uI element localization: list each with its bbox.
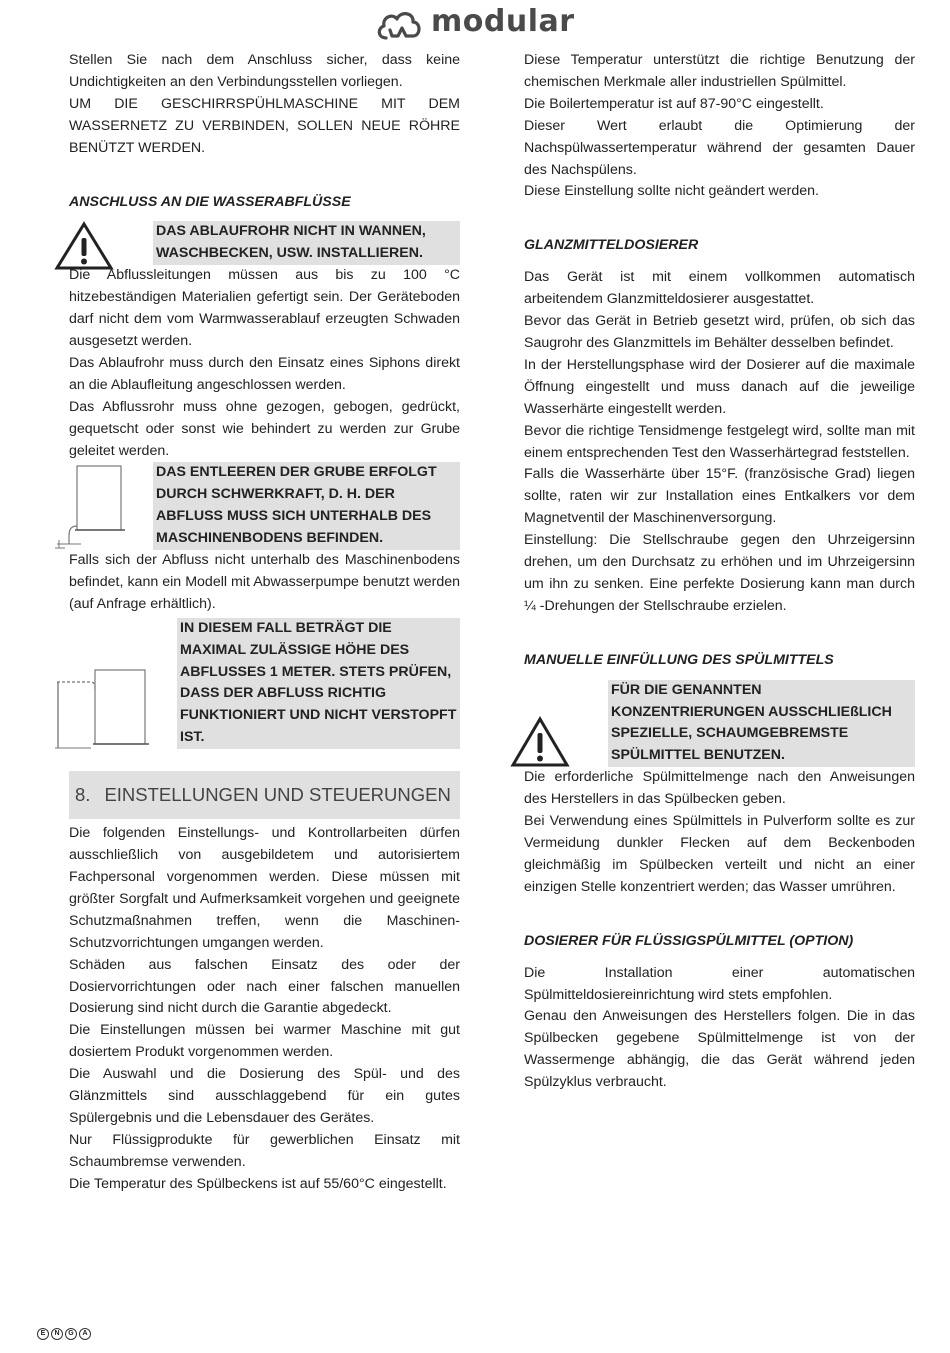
manual-notice: FÜR DIE GENANNTEN KONZENTRIERUNGEN AUSSCHLIEßLICH SPEZIELLE, SCHAUMGEBREMSTE SPÜLMITTEL BENUTZEN.	[608, 680, 915, 768]
temp-paragraph-3: Dieser Wert erlaubt die Optimierung der Nachspülwassertemperatur während der gesamten Dauer des Nachspülens.	[524, 117, 915, 178]
language-badges	[37, 1328, 91, 1340]
height-warning	[69, 618, 460, 749]
temp-paragraph-4: Diese Einstellung sollte nicht geändert werden.	[524, 183, 819, 200]
settings-paragraph-1: Die folgenden Einstellungs- und Kontrollarbeiten dürfen ausschließlich von ausgebildetem und autorisiertem Fachpersonal vorgenommen werden. Diese müssen mit größter Sorgfalt und Aufmerksamkeit vorgehen und geeignete Schutzmaßnahmen treffen, wenn die Maschinen-Schutzvorrichtungen umgangen werden.	[69, 825, 460, 951]
liquid-paragraph-2: Genau den Anweisungen des Herstellers folgen. Die in das Spülbecken gegebene Spülmittelmenge ist von der Wassermenge abhängig, die das Gerät während jeden Spülzyklus verbraucht.	[524, 1008, 915, 1091]
language-badge: N	[51, 1328, 63, 1340]
manual-paragraph-2: Bei Verwendung eines Spülmittels in Pulverform sollte es zur Vermeidung dunkler Flecken auf dem Beckenboden gleichmäßig im Spülbecken verteilt und nicht an einer einzigen Stelle konzentriert werden; das Wasser umrühren.	[524, 813, 915, 895]
gravity-warning	[69, 462, 460, 550]
settings-paragraph-6: Die Temperatur des Spülbeckens ist auf 55/60°C eingestellt.	[69, 1175, 447, 1192]
liquid-doser-heading: DOSIERER FÜR FLÜSSIGSPÜLMITTEL (OPTION)	[524, 932, 854, 949]
cloud-logo-icon	[376, 8, 422, 42]
temp-paragraph-1: Diese Temperatur unterstützt die richtige Benutzung der chemischen Merkmale aller industriellen Spülmittel.	[524, 52, 915, 90]
section-number: 8.	[75, 784, 91, 806]
drain-height-diagram-icon	[55, 668, 151, 750]
drain-paragraph-1: Die Abflussleitungen müssen aus bis zu 100 °C hitzebeständigen Materialien gefertigt sein. Der Geräteboden darf nicht dem vom Warmwasserablauf erzeugten Schwaden ausgesetzt werden.	[69, 267, 460, 349]
gravity-notice: DAS ENTLEEREN DER GRUBE ERFOLGT DURCH SCHWERKRAFT, D. H. DER ABFLUSS MUSS SICH UNTERHALB DES MASCHINENBODENS BEFINDEN.	[153, 462, 460, 550]
rinse-paragraph-2: Bevor das Gerät in Betrieb gesetzt wird, prüfen, ob sich das Saugrohr des Glanzmittels im Behälter desselben befindet.	[524, 313, 915, 351]
settings-paragraph-2: Schäden aus falschen Einsatz des oder der Dosiervorrichtungen oder nach einer falschen manuellen Dosierung sind nicht durch die Garantie abgedeckt.	[69, 956, 460, 1017]
drain-paragraph-3: Das Abflussrohr muss ohne gezogen, gebogen, gedrückt, gequetscht oder sonst wie behindert zu werden zur Grube geleitet werden.	[69, 398, 460, 459]
manual-warning	[524, 680, 915, 768]
language-badge: E	[37, 1328, 49, 1340]
rinse-paragraph-3: In der Herstellungsphase wird der Dosierer auf die maximale Öffnung eingestellt und muss danach auf die jeweilige Wasserhärte eingestellt werden.	[524, 356, 915, 417]
intro-paragraph-1: Stellen Sie nach dem Anschluss sicher, dass keine Undichtigkeiten an den Verbindungsstellen vorliegen.	[69, 52, 460, 90]
brand-name: modular	[431, 4, 575, 39]
manual-paragraph-1: Die erforderliche Spülmittelmenge nach den Anweisungen des Herstellers in das Spülbecken geben.	[524, 769, 915, 808]
rinse-paragraph-6: Einstellung: Die Stellschraube gegen den Uhrzeigersinn drehen, um den Durchsatz zu erhöhen und im Uhrzeigersinn um ihn zu senken. Eine perfekte Dosierung kann man durch ¼ -Drehungen der Stellschraube erzielen.	[524, 532, 915, 614]
pump-paragraph: Falls sich der Abfluss nicht unterhalb des Maschinenbodens befindet, kann ein Modell mit Abwasserpumpe benutzt werden (auf Anfrage erhältlich).	[69, 552, 460, 612]
drain-heading: ANSCHLUSS AN DIE WASSERABFLÜSSE	[69, 193, 351, 210]
settings-paragraph-3: Die Einstellungen müssen bei warmer Maschine mit gut dosiertem Produkt vorgenommen werden.	[69, 1022, 460, 1061]
manual-fill-heading: MANUELLE EINFÜLLUNG DES SPÜLMITTELS	[524, 651, 834, 668]
settings-paragraph-5: Nur Flüssigprodukte für gewerblichen Einsatz mit Schaumbremse verwenden.	[69, 1131, 460, 1170]
rinse-paragraph-4: Bevor die richtige Tensidmenge festgelegt wird, sollte man mit einem entsprechenden Test den Wasserhärtegrad feststellen.	[524, 422, 915, 461]
section-title: EINSTELLUNGEN UND STEUERUNGEN	[104, 784, 451, 806]
height-notice: IN DIESEM FALL BETRÄGT DIE MAXIMAL ZULÄSSIGE HÖHE DES ABFLUSSES 1 METER. STETS PRÜFEN, DASS DER ABFLUSS RICHTIG FUNKTIONIERT UND NICHT VERSTOPFT IST.	[177, 618, 460, 749]
warning-triangle-icon	[510, 716, 570, 768]
intro-paragraph-2: UM DIE GESCHIRRSPÜHLMASCHINE MIT DEM WASSERNETZ ZU VERBINDEN, SOLLEN NEUE RÖHRE BENÜTZT WERDEN.	[69, 95, 460, 156]
drain-notice: DAS ABLAUFROHR NICHT IN WANNEN, WASCHBECKEN, USW. INSTALLIEREN.	[153, 221, 460, 265]
left-column	[69, 50, 460, 1196]
brand-logo	[376, 6, 576, 46]
drain-gravity-diagram-icon	[55, 464, 135, 550]
language-badge: G	[65, 1328, 77, 1340]
section-heading	[69, 771, 460, 819]
warning-triangle-icon	[54, 221, 114, 271]
rinse-aid-heading: GLANZMITTELDOSIERER	[524, 237, 699, 254]
drain-warning	[69, 221, 460, 265]
settings-paragraph-4: Die Auswahl und die Dosierung des Spül- und des Glänzmittels sind ausschlaggebend für ein gutes Spülergebnis und die Lebensdauer des Gerätes.	[69, 1066, 460, 1126]
rinse-paragraph-5: Falls die Wasserhärte über 15°F. (französische Grad) liegen sollte, raten wir zur Installation eines Entkalkers vor dem Magnetventil der Maschinenversorgung.	[524, 466, 915, 527]
temp-paragraph-2: Die Boilertemperatur ist auf 87-90°C eingestellt.	[524, 95, 824, 112]
language-badge: A	[79, 1328, 91, 1340]
right-column	[524, 50, 915, 1094]
liquid-paragraph-1: Die Installation einer automatischen Spülmitteldosiereinrichtung wird stets empfohlen.	[524, 964, 915, 1003]
rinse-paragraph-1: Das Gerät ist mit einem vollkommen automatisch arbeitendem Glanzmitteldosierer ausgestattet.	[524, 269, 915, 308]
drain-paragraph-2: Das Ablaufrohr muss durch den Einsatz eines Siphons direkt an die Ablaufleitung angeschlossen werden.	[69, 354, 460, 393]
